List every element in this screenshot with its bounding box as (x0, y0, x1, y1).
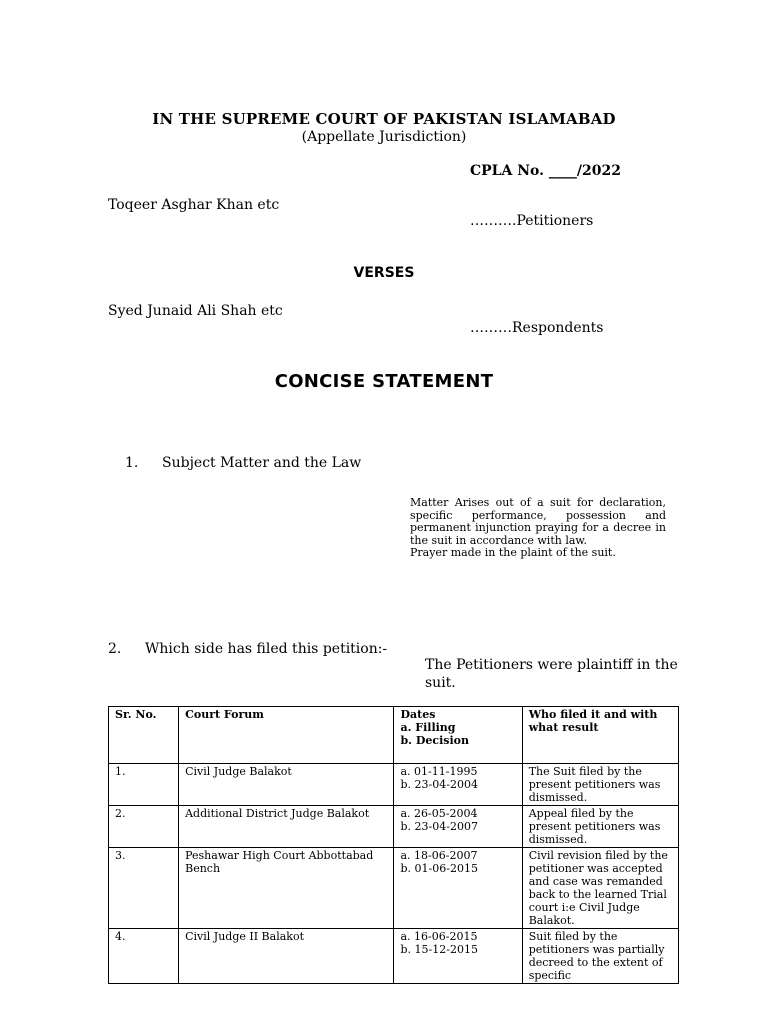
table-row (109, 929, 679, 984)
cell-date-b: b. 23-04-2004 (400, 778, 478, 791)
petitioner-name: Toqeer Asghar Khan etc (108, 197, 280, 213)
cell-result: Suit filed by the petitioners was partially decreed to the extent of specific (522, 929, 678, 984)
header-dates-title: Dates (400, 708, 436, 721)
cell-dates (394, 764, 522, 806)
petitioner-role: ……….Petitioners (470, 213, 594, 229)
header-dates (394, 707, 522, 764)
cell-dates (394, 848, 522, 929)
versus-label: VERSES (353, 265, 415, 281)
cell-sr: 4. (109, 929, 179, 984)
cell-date-a: a. 16-06-2015 (400, 930, 478, 943)
cell-forum: Civil Judge Balakot (179, 764, 394, 806)
court-title: IN THE SUPREME COURT OF PAKISTAN ISLAMABAD (152, 110, 616, 128)
respondent-role: ………Respondents (470, 320, 604, 336)
cell-sr: 3. (109, 848, 179, 929)
item-2-answer: The Petitioners were plaintiff in the suit. (425, 657, 678, 691)
item-1-number: 1. (125, 455, 139, 471)
item-2-number: 2. (108, 641, 122, 657)
cell-forum: Civil Judge II Balakot (179, 929, 394, 984)
cell-date-a: a. 01-11-1995 (400, 765, 478, 778)
cell-result: Civil revision filed by the petitioner was accepted and case was remanded back to the learned Trial court i:e Civil Judge Balakot. (522, 848, 678, 929)
case-number: CPLA No. ____/2022 (470, 163, 621, 179)
section-title: CONCISE STATEMENT (274, 371, 494, 392)
respondent-name: Syed Junaid Ali Shah etc (108, 303, 283, 319)
header-result: Who filed it and with what result (522, 707, 678, 764)
cell-result: The Suit filed by the present petitioners was dismissed. (522, 764, 678, 806)
header-dates-a: a. Filling (400, 721, 456, 734)
item-1-heading: Subject Matter and the Law (162, 455, 362, 471)
table-row (109, 848, 679, 929)
cell-sr: 1. (109, 764, 179, 806)
cell-result: Appeal filed by the present petitioners was dismissed. (522, 806, 678, 848)
cell-date-a: a. 26-05-2004 (400, 807, 478, 820)
cell-date-b: b. 15-12-2015 (400, 943, 478, 956)
cell-date-a: a. 18-06-2007 (400, 849, 478, 862)
item-1-text: Matter Arises out of a suit for declaration, specific performance, possession and permanent injunction praying for a decree in the suit in accordance with law. (410, 496, 666, 547)
jurisdiction-subtitle: (Appellate Jurisdiction) (301, 129, 467, 145)
cell-dates (394, 806, 522, 848)
item-2-heading: Which side has filed this petition:- (145, 641, 388, 657)
header-forum: Court Forum (179, 707, 394, 764)
item-1-body (410, 497, 666, 560)
table-row (109, 806, 679, 848)
cell-dates (394, 929, 522, 984)
cell-forum: Peshawar High Court Abbottabad Bench (179, 848, 394, 929)
cell-date-b: b. 01-06-2015 (400, 862, 478, 875)
header-dates-b: b. Decision (400, 734, 469, 747)
header-sr: Sr. No. (109, 707, 179, 764)
table-header-row (109, 707, 679, 764)
cell-sr: 2. (109, 806, 179, 848)
table-row (109, 764, 679, 806)
item-1-text2: Prayer made in the plaint of the suit. (410, 546, 616, 560)
cell-date-b: b. 23-04-2007 (400, 820, 478, 833)
cell-forum: Additional District Judge Balakot (179, 806, 394, 848)
case-history-table (108, 706, 679, 984)
